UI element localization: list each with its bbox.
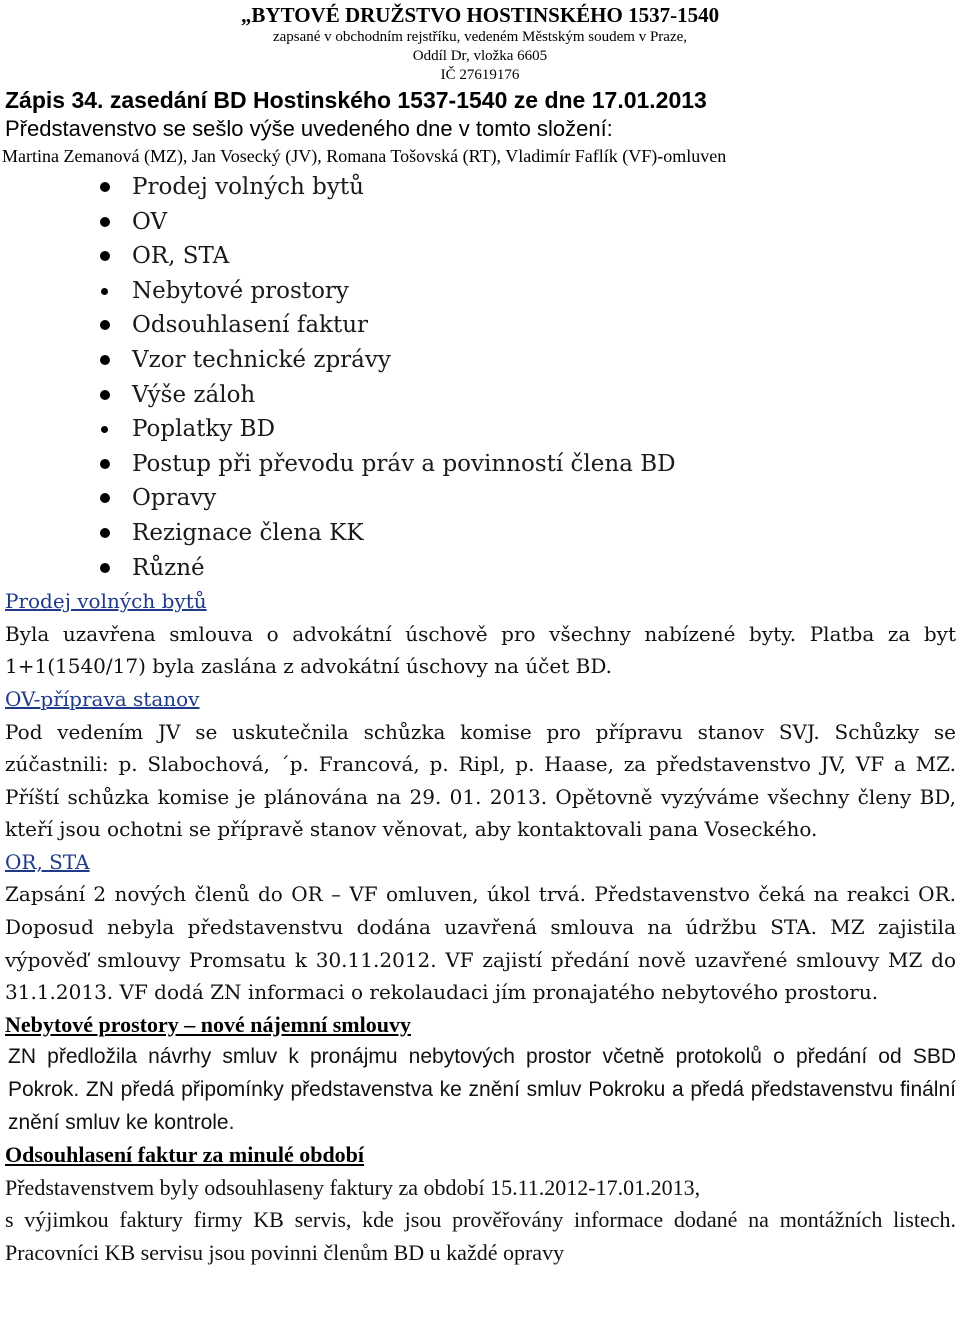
registry-line: zapsané v obchodním rejstříku, vedeném Městským soudem v Praze,: [272, 29, 688, 45]
board-members: Martina Zemanová (MZ), Jan Vosecký (JV), Romana Tošovská (RT), Vladimír Faflík (VF)-omluven: [2, 146, 727, 166]
agenda-item: [0, 516, 960, 551]
agenda-item-label: Poplatky BD: [132, 416, 276, 443]
agenda-item: [0, 170, 960, 205]
section-heading: Odsouhlasení faktur za minulé období: [5, 1142, 365, 1168]
section-faktury: [5, 1139, 956, 1269]
agenda-item: [0, 274, 960, 309]
minutes-title: Zápis 34. zasedání BD Hostinského 1537-1540 ze dne 17.01.2013: [5, 87, 707, 113]
agenda-item: [0, 308, 960, 343]
agenda-item: [0, 481, 960, 516]
section-heading: Prodej volných bytů: [5, 589, 207, 614]
agenda-item-label: Opravy: [132, 485, 217, 512]
agenda-item-label: OR, STA: [132, 243, 230, 270]
section-text: s výjimkou faktury firmy KB servis, kde jsou prověřovány informace dodané na montážních listech. Pracovníci KB servisu jsou povinni členům BD u každé opravy: [5, 1207, 956, 1265]
company-id: IČ 27619176: [440, 67, 520, 83]
bullet-icon: [100, 355, 110, 365]
agenda-item: [0, 551, 960, 586]
agenda-item: [0, 378, 960, 413]
bullet-icon: [100, 528, 110, 538]
agenda-item-label: Různé: [132, 554, 205, 581]
agenda-item: [0, 412, 960, 447]
section-text: Byla uzavřena smlouva o advokátní úschově pro všechny nabízené byty. Platba za byt 1+1(1540/17) byla zaslána z advokátní úschovy na účet BD.: [5, 621, 956, 679]
bullet-icon: [101, 426, 108, 433]
section-ov: [5, 683, 956, 846]
registry-section: Oddíl Dr, vložka 6605: [412, 48, 548, 64]
agenda-item-label: Vzor technické zprávy: [132, 346, 391, 373]
agenda-item-label: Nebytové prostory: [132, 277, 349, 304]
section-nebytove: [5, 1009, 956, 1139]
bullet-icon: [101, 288, 108, 295]
agenda-item-label: Výše záloh: [132, 381, 256, 408]
bullet-icon: [100, 251, 110, 261]
section-heading: Nebytové prostory – nové nájemní smlouvy: [5, 1011, 411, 1037]
section-text: Pod vedením JV se uskutečnila schůzka komise pro přípravu stanov SVJ. Schůzky se zúčastnili: p. Slabochová, ´p. Francová, p. Ripl, p. Haase, za představenstvo JV, VF a MZ. Příští schůzka komise je plánována na 29. 01. 2013. Opětovně vyzýváme všechny členy BD, kteří jsou ochotni se přípravě stanov věnovat, aby kontaktovali pana Voseckého.: [5, 719, 956, 842]
agenda-item: [0, 343, 960, 378]
agenda-item-label: Prodej volných bytů: [132, 174, 364, 200]
agenda-item-label: OV: [132, 208, 168, 235]
agenda-item-label: Odsouhlasení faktur: [132, 312, 369, 339]
bullet-icon: [100, 563, 110, 573]
bullet-icon: [100, 459, 110, 469]
agenda-list: [0, 170, 960, 585]
section-text: Zapsání 2 nových členů do OR – VF omluven, úkol trvá. Představenstvo čeká na reakci OR. Doposud nebyla představenstvu dodána uzavřená smlouva na údržbu STA. MZ zajistila výpověď smlouvy Promsatu k 30.11.2012. VF zajistí předání nově uzavřené smlouvy MZ do 31.1.2013. VF dodá ZN informaci o rekolaudaci jím pronajatého nebytového prostoru.: [5, 882, 956, 1005]
bullet-icon: [100, 493, 110, 503]
section-heading: OR, STA: [5, 849, 90, 874]
section-or-sta: [5, 846, 956, 1009]
agenda-item: [0, 447, 960, 482]
section-prodej: [5, 585, 956, 683]
cooperative-name: „BYTOVÉ DRUŽSTVO HOSTINSKÉHO 1537-1540: [240, 3, 720, 27]
section-text: Představenstvem byly odsouhlaseny faktury za období 15.11.2012-17.01.2013,: [5, 1174, 701, 1200]
bullet-icon: [100, 182, 110, 192]
section-heading: OV-příprava stanov: [5, 686, 200, 711]
bullet-icon: [100, 217, 110, 227]
letterhead: [0, 5, 960, 83]
agenda-item-label: Postup při převodu práv a povinností člena BD: [132, 450, 676, 477]
bullet-icon: [100, 390, 110, 400]
board-intro: Představenstvo se sešlo výše uvedeného dne v tomto složení:: [5, 116, 613, 141]
agenda-item: [0, 205, 960, 240]
agenda-item: [0, 239, 960, 274]
agenda-item-label: Rezignace člena KK: [132, 519, 364, 546]
bullet-icon: [100, 320, 110, 330]
section-text: ZN předložila návrhy smluv k pronájmu nebytových prostor včetně protokolů o předání od SBD Pokrok. ZN předá připomínky představenstva ke znění smluv Pokroku a předá představenstvu finální znění smluv ke kontrole.: [8, 1045, 956, 1134]
